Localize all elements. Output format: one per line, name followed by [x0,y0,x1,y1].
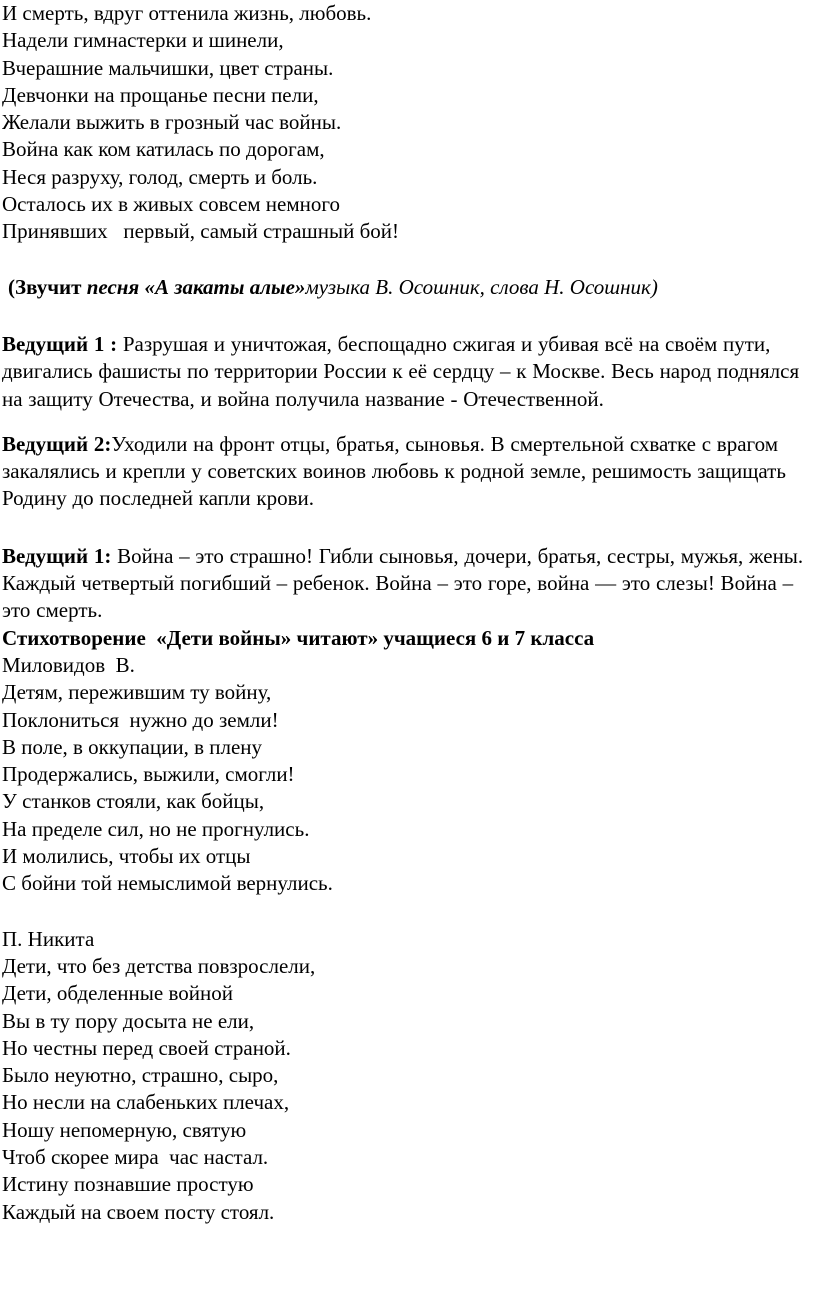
poem-line: И смерть, вдруг оттенила жизнь, любовь. [2,1,372,25]
poem-line: Чтоб скорее мира час настал. [2,1144,269,1169]
speaker-label: Ведущий 2: [2,431,112,456]
poem-line: С бойни той немыслимой вернулись. [2,871,333,896]
poem-line: Было неуютно, страшно, сыро, [2,1063,279,1088]
poem-line: И молились, чтобы их отцы [2,844,251,869]
poem-line: Ношу непомерную, святую [2,1117,247,1142]
host-2-paragraph [2,431,816,513]
poem-author: П. Никита [2,926,95,951]
poem-line: Желали выжить в грозный час войны. [2,110,342,135]
poem-line: Но честны перед своей страной. [2,1035,291,1060]
poem-line: Дети, обделенные войной [2,981,233,1006]
speaker-text: Разрушая и уничтожая, беспощадно сжигая и убивая всё на своём пути, двигались фашисты по территории России к её сердцу – к Москве. Весь народ поднялся на защиту Отечества, и война получила название - Отечественной. [2,331,800,411]
poem-line: Война как ком катилась по дорогам, [2,137,325,162]
song-credits: музыка В. Осошник, слова Н. Осошник) [305,274,658,299]
speaker-label: Ведущий 1 : [2,331,123,356]
speaker-label: Ведущий 1: [2,543,118,568]
speaker-text: Уходили на фронт отцы, братья, сыновья. В смертельной схватке с врагом закалялись и крепли у советских воинов любовь к родной земле, решимость защищать Родину до последней капли крови. [2,431,786,511]
poem-block-1 [2,0,816,246]
poem-line: Детям, пережившим ту войну, [2,680,272,705]
poem-line: Вчерашние мальчишки, цвет страны. [2,55,334,80]
poem-line: Истину познавшие простую [2,1172,254,1197]
poem-line: Осталось их в живых совсем немного [2,192,340,217]
poem-line: Девчонки на прощанье песни пели, [2,82,319,107]
song-note [2,274,816,301]
poem-line: Вы в ту пору досыта не ели, [2,1008,255,1033]
poem-line: Дети, что без детства повзрослели, [2,953,316,978]
poem-line: Каждый на своем посту стоял. [2,1199,275,1224]
poem-block-2 [2,652,816,898]
host-1-paragraph-2 [2,543,816,625]
poem-line: Но несли на слабеньких плечах, [2,1090,290,1115]
poem-line: Поклониться нужно до земли! [2,707,279,732]
song-note-open: (Звучит [8,274,87,299]
poem-line: Надели гимнастерки и шинели, [2,28,284,53]
poem-heading: Стихотворение «Дети войны» читают» учащиеся 6 и 7 класса [2,625,595,650]
speaker-text: Война – это страшно! Гибли сыновья, дочери, братья, сестры, мужья, жены. Каждый четвертый погибший – ребенок. Война – это горе, война — это слезы! Война – это смерть. [2,543,804,623]
poem-author: Миловидов В. [2,652,135,677]
poem-line: Неся разруху, голод, смерть и боль. [2,164,318,189]
poem-block-3 [2,926,816,1226]
poem-line: Принявших первый, самый страшный бой! [2,219,399,244]
poem-line: Продержались, выжили, смогли! [2,762,295,787]
song-title: песня «А закаты алые» [86,274,306,299]
poem-line: У станков стояли, как бойцы, [2,789,265,814]
host-1-paragraph [2,331,816,413]
poem-line: На пределе сил, но не прогнулись. [2,816,310,841]
poem-line: В поле, в оккупации, в плену [2,734,263,759]
